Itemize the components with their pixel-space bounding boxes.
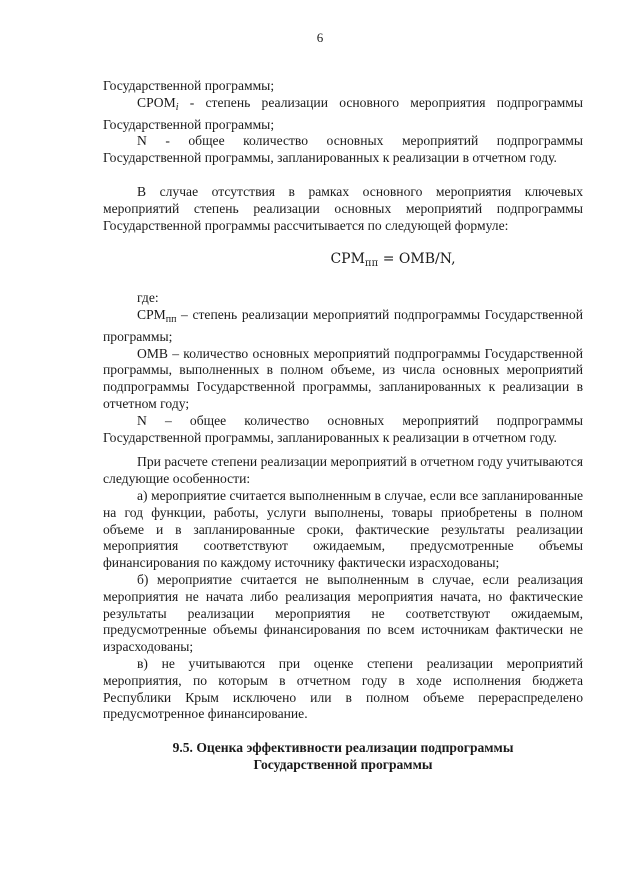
symbol-crm-subscript: пп <box>165 313 177 325</box>
definition-omb: ОМВ – количество основных мероприятий подпрограммы Государственной программы, выполненных в полном объеме, из числа основных мероприятий подпрограммы Государственной программы, запланированных к реализации в отчетном году; <box>103 345 583 411</box>
formula-rhs: = ОМВ/N, <box>378 251 456 268</box>
page-number: 6 <box>316 30 324 45</box>
list-item-b: б) мероприятие считается не выполненным в случае, если реализация мероприятия не начата либо реализация мероприятия начата, но фактические результаты реализации мероприятия не соответствуют ожидаемым, предусмотренные объемы финансирования по всем источникам фактически не израсходованы; <box>103 571 583 655</box>
definition-n-1: N - общее количество основных мероприятий подпрограммы Государственной программы, запланированных к реализации в отчетном году. <box>103 133 583 166</box>
definition-crm <box>103 307 583 346</box>
formula-subscript: пп <box>364 258 379 270</box>
paragraph-features: При расчете степени реализации мероприятий в отчетном году учитываются следующие особенности: <box>103 454 583 487</box>
definition-crm-text: – степень реализации мероприятий подпрограммы Государственной программы; <box>103 306 583 344</box>
definition-cpom <box>103 95 583 134</box>
paragraph-formula-intro: В случае отсутствия в рамках основного мероприятия ключевых мероприятий степень реализации основных мероприятий подпрограммы Государственной программы рассчитывается по следующей формуле: <box>103 183 583 233</box>
definition-cpom-text: - степень реализации основного мероприятия подпрограммы Государственной программы; <box>103 94 583 132</box>
paragraph-continuation: Государственной программы; <box>103 78 275 93</box>
definition-n-2: N – общее количество основных мероприятий подпрограммы Государственной программы, запланированных к реализации в отчетном году. <box>103 412 583 445</box>
formula <box>103 251 583 273</box>
where-label: где: <box>137 290 159 306</box>
section-heading-line-2: Государственной программы <box>253 756 433 772</box>
symbol-crm: СРМ <box>137 306 166 322</box>
list-item-c: в) не учитываются при оценке степени реализации мероприятий мероприятия, по которым в отчетном году в ходе исполнения бюджета Республики Крым исключено или в полном объеме перераспределено предусмотренное финансирование. <box>103 655 583 722</box>
formula-lhs: СРМ <box>330 251 365 268</box>
symbol-cpom-subscript: i <box>175 101 179 113</box>
list-item-a: а) мероприятие считается выполненным в случае, если все запланированные на год функции, работы, услуги выполнены, товары приобретены в полном объеме и в запланированные сроки, фактические результаты реализации мероприятия соответствуют ожидаемым, предусмотренные объемы финансирования по каждому источнику фактически израсходованы; <box>103 487 583 571</box>
symbol-cpom: СРОМ <box>137 94 176 110</box>
document-body <box>103 78 583 774</box>
section-heading-line-1: 9.5. Оценка эффективности реализации подпрограммы <box>172 740 514 756</box>
